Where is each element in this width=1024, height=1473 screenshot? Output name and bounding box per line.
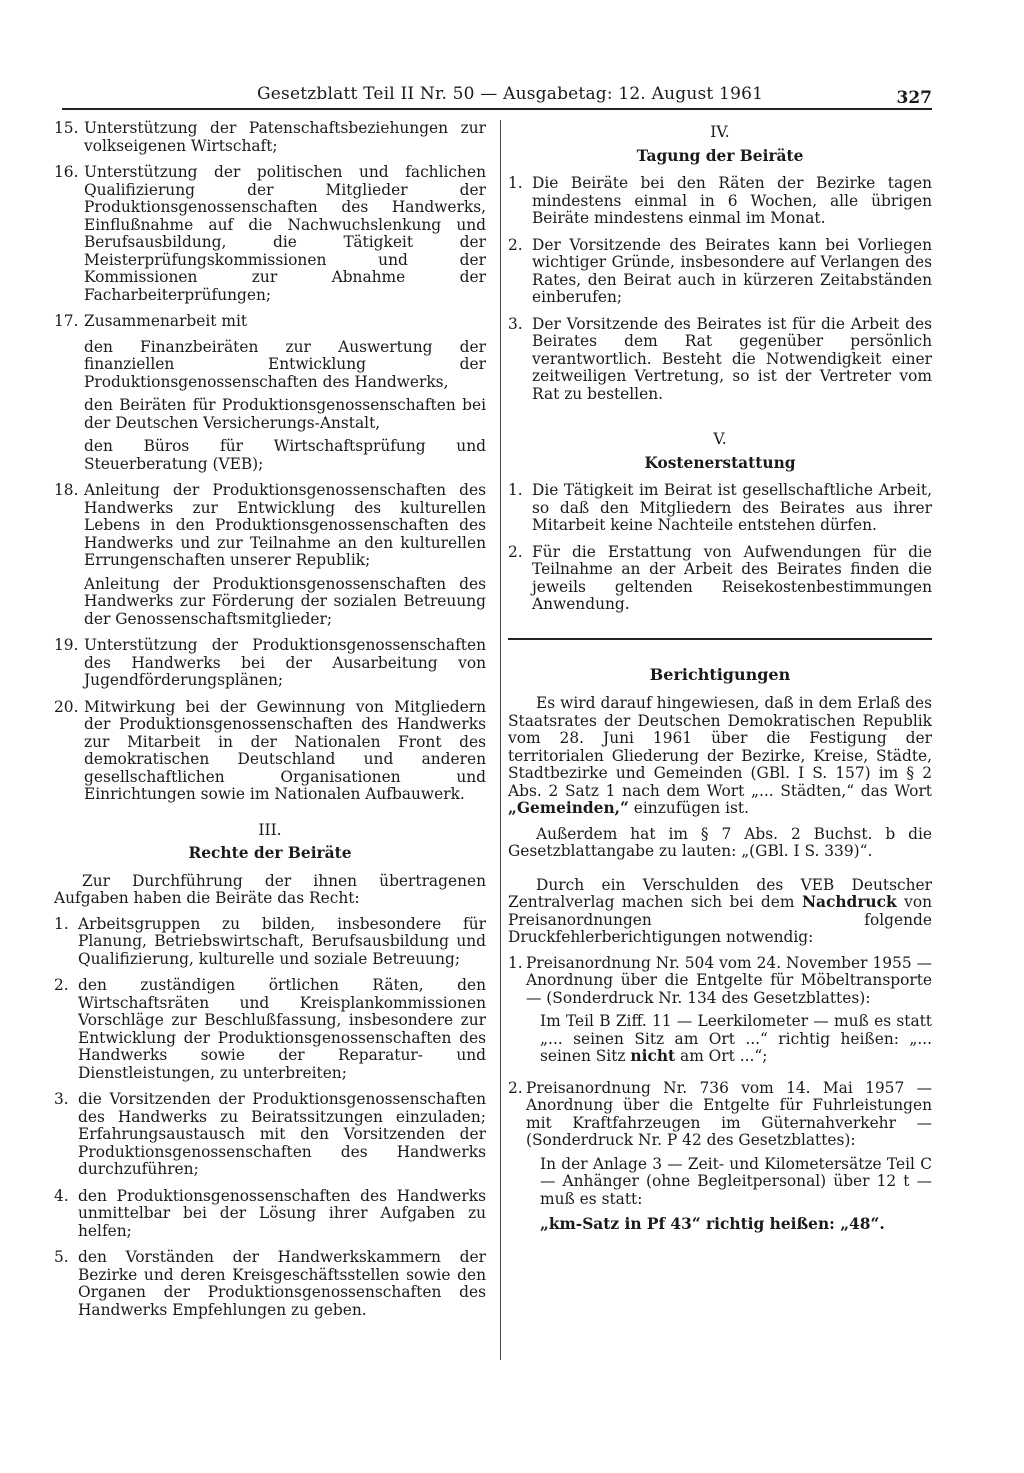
cost-item-2 — [508, 544, 932, 614]
item-text: den zuständigen örtlichen Räten, den Wirtschaftsräten und Kreisplankommissionen Vorschläge zur Beschlußfassung, insbesondere zur Entwicklung der Produktionsgenossenschaften des Handwerks sowie der Reparatur- und Dienstleistungen, zu unterbreiten; — [78, 976, 486, 1082]
item-text: Arbeitsgruppen zu bilden, insbesondere für Planung, Betriebswirtschaft, Berufsausbildung und Qualifizierung, kulturelle und soziale Betreuung; — [78, 914, 486, 968]
item-text: Unterstützung der Produktionsgenossenschaften des Handwerks bei der Ausarbeitung von Jugendförderungsplänen; — [84, 636, 486, 689]
bold-run: „Gemeinden,“ — [508, 799, 629, 817]
section-number: IV. — [710, 123, 730, 141]
cost-item-1 — [508, 482, 932, 535]
correction-quote-2: In der Anlage 3 — Zeit- und Kilometersätze Teil C — Anhänger (ohne Begleitpersonal) über 12 t — muß es statt: — [540, 1154, 932, 1208]
item-text: Die Beiräte bei den Räten der Bezirke tagen mindestens einmal in 6 Wochen, alle übrigen Beiräte mindestens einmal im Monat. — [532, 174, 932, 227]
corrections-paragraph-3 — [508, 877, 932, 947]
right-item-2 — [54, 977, 486, 1082]
bold-run: Nachdruck — [801, 893, 897, 911]
list-item-16 — [54, 164, 486, 304]
section-rule — [508, 638, 932, 640]
section-title: Tagung der Beiräte — [636, 146, 804, 165]
correction-quote-1 — [540, 1013, 932, 1066]
item-number: 18. — [54, 481, 79, 499]
section-intro: Zur Durchführung der ihnen übertragenen Aufgaben haben die Beiräte das Recht: — [54, 871, 486, 907]
page-number: 327 — [896, 88, 932, 108]
correction-item-1 — [508, 955, 932, 1066]
item-number: 2. — [508, 1078, 523, 1097]
left-column — [54, 120, 486, 1328]
item-number: 20. — [54, 697, 79, 716]
corrections-paragraph-2: Außerdem hat im § 7 Abs. 2 Buchst. b die Gesetzblattangabe zu lauten: „(GBl. I S. 339)“. — [508, 824, 932, 860]
item-number: 1. — [508, 481, 523, 499]
text-run: Durch ein Verschulden des VEB Deutscher Zentralverlag machen sich bei dem — [508, 875, 932, 911]
text-run: am Ort ...“; — [675, 1047, 768, 1065]
item-number: 2. — [508, 542, 523, 561]
item-number: 2. — [54, 976, 69, 994]
list-item-18 — [54, 482, 486, 628]
item-number: 16. — [54, 163, 79, 181]
item-text: Zusammenarbeit mit — [84, 312, 248, 330]
item-number: 19. — [54, 636, 79, 654]
text-run: Im Teil B Ziff. 11 — Leerkilometer — muß es statt „... seinen Sitz am Ort ...“ richtig heißen: „... seinen Sitz — [540, 1012, 932, 1065]
item-text: Unterstützung der politischen und fachlichen Qualifizierung der Mitglieder der Produktionsgenossenschaften des Handwerks, Einflußnahme auf die Nachwuchslenkung und Berufsausbildung, die Tätigkeit der Meisterprüfungskommissionen und der Kommissionen zur Abnahme der Facharbeiterprüfungen; — [84, 163, 486, 304]
item-text: Preisanordnung Nr. 504 vom 24. November 1955 — Anordnung über die Entgelte für Möbeltransporte — (Sonderdruck Nr. 134 des Gesetzblattes): — [526, 953, 932, 1007]
item-text: Anleitung der Produktionsgenossenschaften des Handwerks zur Entwicklung des kulturellen Lebens in den Produktionsgenossenschaften des Handwerks und zur Teilnahme an den kulturellen Errungenschaften unserer Republik; — [84, 481, 486, 569]
correction-item-2 — [508, 1080, 932, 1234]
item-text: Mitwirkung bei der Gewinnung von Mitgliedern der Produktionsgenossenschaften des Handwerks zur Mitarbeit in der Nationalen Front des demokratischen Deutschland und anderen gesellschaftlichen Organisationen und Einrichtungen sowie im Nationalen Aufbauwerk. — [84, 697, 486, 803]
list-item-19 — [54, 637, 486, 690]
item-text: den Vorständen der Handwerkskammern der Bezirke und deren Kreisgeschäftsstellen sowie den Organen der Produktionsgenossenschaften des Handwerks Empfehlungen zu geben. — [78, 1248, 486, 1319]
item-number: 5. — [54, 1248, 69, 1266]
item-number: 4. — [54, 1186, 69, 1205]
right-item-4 — [54, 1188, 486, 1241]
sub-item-text: den Büros für Wirtschaftsprüfung und Steuerberatung (VEB); — [84, 437, 486, 473]
page-header — [62, 84, 932, 110]
right-item-3 — [54, 1091, 486, 1179]
correction-quote-3: „km-Satz in Pf 43“ richtig heißen: „48“. — [540, 1215, 885, 1233]
header-title: Gesetzblatt Teil II Nr. 50 — Ausgabetag: 12. August 1961 — [257, 84, 764, 104]
list-item-20 — [54, 699, 486, 804]
meeting-item-2 — [508, 237, 932, 307]
item-text: Die Tätigkeit im Beirat ist gesellschaftliche Arbeit, so daß den Mitgliedern des Beirates aus ihrer Mitarbeit keine Nachteile entstehen dürfen. — [532, 481, 932, 534]
item-text: die Vorsitzenden der Produktionsgenossenschaften des Handwerks zu Beiratssitzungen einzuladen; Erfahrungsaustausch mit den Vorsitzenden der Produktionsgenossenschaften des Handwerks durchzuführen; — [78, 1090, 486, 1178]
list-item-17 — [54, 313, 486, 473]
text-run: Es wird darauf hingewiesen, daß in dem Erlaß des Staatsrates der Deutschen Demokratischen Republik vom 28. Juni 1961 über die Festigung der territorialen Gliederung der Bezirke, Kreise, Städte, Stadtbezirke und Gemeinden (GBl. I S. 157) im § 2 Abs. 2 Satz 1 nach dem Wort „... Städten,“ das Wort — [508, 694, 932, 800]
item-number: 3. — [54, 1090, 69, 1108]
item-number: 1. — [508, 953, 523, 972]
item-text: Der Vorsitzende des Beirates kann bei Vorliegen wichtiger Gründe, insbesondere auf Verlangen des Rates, den Beirat auch in kürzeren Zeitabständen einberufen; — [532, 235, 932, 306]
list-item-15 — [54, 120, 486, 155]
meeting-item-1 — [508, 175, 932, 228]
item-number: 17. — [54, 312, 79, 330]
meeting-item-3 — [508, 316, 932, 404]
section-title: Rechte der Beiräte — [188, 844, 352, 862]
corrections-paragraph-1 — [508, 695, 932, 818]
section-number: III. — [258, 820, 282, 839]
header-rule — [62, 108, 932, 110]
sub-item-text: Anleitung der Produktionsgenossenschaften des Handwerks zur Förderung der sozialen Betreuung der Genossenschaftsmitglieder; — [84, 574, 486, 628]
item-number: 3. — [508, 314, 523, 333]
corrections-title: Berichtigungen — [649, 664, 791, 684]
right-column — [508, 120, 932, 1243]
item-text: Preisanordnung Nr. 736 vom 14. Mai 1957 — Anordnung über die Entgelte für Fuhrleistungen mit Kraftfahrzeugen im Güternahverkehr — (Sonderdruck Nr. P 42 des Gesetzblattes): — [526, 1078, 932, 1149]
item-number: 2. — [508, 235, 523, 254]
right-item-1 — [54, 916, 486, 969]
text-run: von Preisanordnungen folgende Druckfehlerberichtigungen notwendig: — [508, 893, 933, 946]
item-number: 1. — [508, 174, 523, 192]
column-divider — [500, 120, 501, 1360]
item-text: Für die Erstattung von Aufwendungen für die Teilnahme an der Arbeit des Beirates finden die jeweils geltenden Reisekostenbestimmungen Anwendung. — [532, 542, 932, 613]
sub-item-text: den Finanzbeiräten zur Auswertung der finanziellen Entwicklung der Produktionsgenossenschaften des Handwerks, — [84, 337, 486, 391]
text-run: einzufügen ist. — [628, 799, 749, 817]
item-text: den Produktionsgenossenschaften des Handwerks unmittelbar bei der Lösung ihrer Aufgaben zu helfen; — [78, 1186, 486, 1240]
item-text: Der Vorsitzende des Beirates ist für die Arbeit des Beirates dem Rat gegenüber persönlich verantwortlich. Besteht die Notwendigkeit einer zeitweiligen Vertretung, so ist der Vertreter vom Rat zu bestellen. — [532, 314, 932, 403]
sub-item-text: den Beiräten für Produktionsgenossenschaften bei der Deutschen Versicherungs-Anstalt, — [84, 396, 486, 432]
item-number: 1. — [54, 914, 69, 933]
right-item-5 — [54, 1249, 486, 1319]
bold-run: nicht — [630, 1047, 676, 1065]
section-number: V. — [713, 430, 727, 448]
item-text: Unterstützung der Patenschaftsbeziehungen zur volkseigenen Wirtschaft; — [84, 119, 486, 155]
item-number: 15. — [54, 119, 79, 137]
section-title: Kostenerstattung — [644, 453, 796, 472]
